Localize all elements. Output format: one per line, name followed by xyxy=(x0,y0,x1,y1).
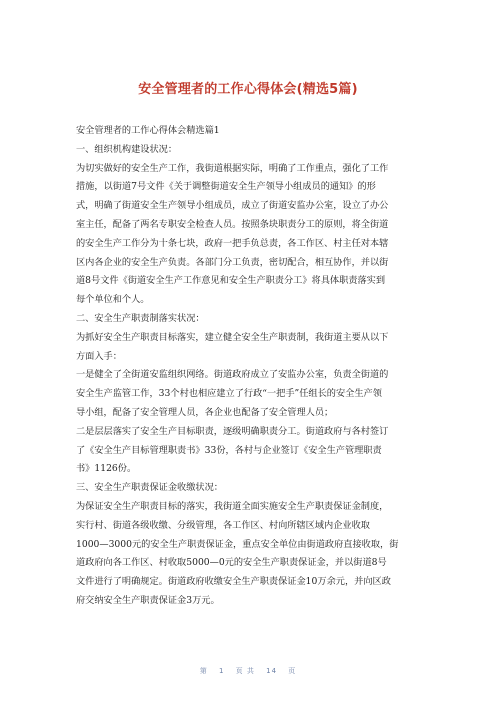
body-line: 安全生产监管工作，33个村也相应建立了行政“一把手”任组长的安全生产领 xyxy=(76,388,382,400)
footer-current-page: 1 xyxy=(218,667,225,675)
body-line: 二、安全生产职责制落实状况： xyxy=(76,312,205,324)
body-line: 二是层层落实了安全生产目标职责，逐级明确职责分工。街道政府与各村签订 xyxy=(76,425,389,437)
body-line: 一、组织机构建设状况： xyxy=(76,143,178,155)
body-line: 三、安全生产职责保证金收缴状况： xyxy=(76,482,223,494)
footer-label-ye-gong: 页 共 xyxy=(235,667,255,675)
document-title: 安全管理者的工作心得体会(精选5篇) xyxy=(138,82,358,97)
footer-label-ye: 页 xyxy=(288,667,297,675)
body-line: 方面入手： xyxy=(76,350,122,362)
body-line: 区内各企业的安全生产负责。各部门分工负责，密切配合，相互协作，并以街 xyxy=(76,256,389,268)
body-line: 道8号文件《街道安全生产工作意见和安全生产职责分工》将具体职责落实到 xyxy=(76,275,386,287)
body-line: 府交纳安全生产职责保证金3万元。 xyxy=(76,594,220,606)
body-line: 实行村、街道各级收缴、分级管理，各工作区、村向所辖区域内企业收取 xyxy=(76,519,370,531)
body-line: 为切实做好的安全生产工作，我街道根据实际，明确了工作重点，强化了工作 xyxy=(76,162,389,174)
body-line: 1000—3000元的安全生产职责保证金，重点安全单位由街道政府直接收取，街 xyxy=(76,538,399,550)
page-footer xyxy=(0,666,496,676)
body-line: 导小组，配备了安全管理人员，各企业也配备了安全管理人员； xyxy=(76,406,334,418)
body-line: 措施，以街道7号文件《关于调整街道安全生产领导小组成员的通知》的形 xyxy=(76,181,376,193)
body-line: 书》1126份。 xyxy=(76,463,137,475)
body-line: 的安全生产工作分为十条七块，政府一把手负总责，各工作区、村主任对本辖 xyxy=(76,237,389,249)
body-line: 文件进行了明确规定。街道政府收缴安全生产职责保证金10万余元，并向区政 xyxy=(76,576,391,588)
footer-label-di: 第 xyxy=(199,667,208,675)
body-line: 了《安全生产目标管理职责书》33份，各村与企业签订《安全生产管理职责 xyxy=(76,444,382,456)
body-line: 式，明确了街道安全生产领导小组成员，成立了街道安监办公室，设立了办公 xyxy=(76,200,389,212)
body-line: 每个单位和个人。 xyxy=(76,294,150,306)
body-line: 为保证安全生产职责目标的落实，我街道全面实施安全生产职责保证金制度， xyxy=(76,500,389,512)
body-line: 一是健全了全街道安监组织网络。街道政府成立了安监办公室，负责全街道的 xyxy=(76,369,389,381)
footer-total-pages: 14 xyxy=(266,667,278,675)
body-line: 安全管理者的工作心得体会精选篇1 xyxy=(76,125,220,136)
document-body xyxy=(76,122,426,611)
body-line: 室主任，配备了两名专职安全检查人员。按照条块职责分工的原则，将全街道 xyxy=(76,218,389,230)
body-line: 道政府向各工作区、村收取5000—0元的安全生产职责保证金，并以街道8号 xyxy=(76,557,387,569)
body-line: 为抓好安全生产职责目标落实，建立健全安全生产职责制，我街道主要从以下 xyxy=(76,331,389,343)
